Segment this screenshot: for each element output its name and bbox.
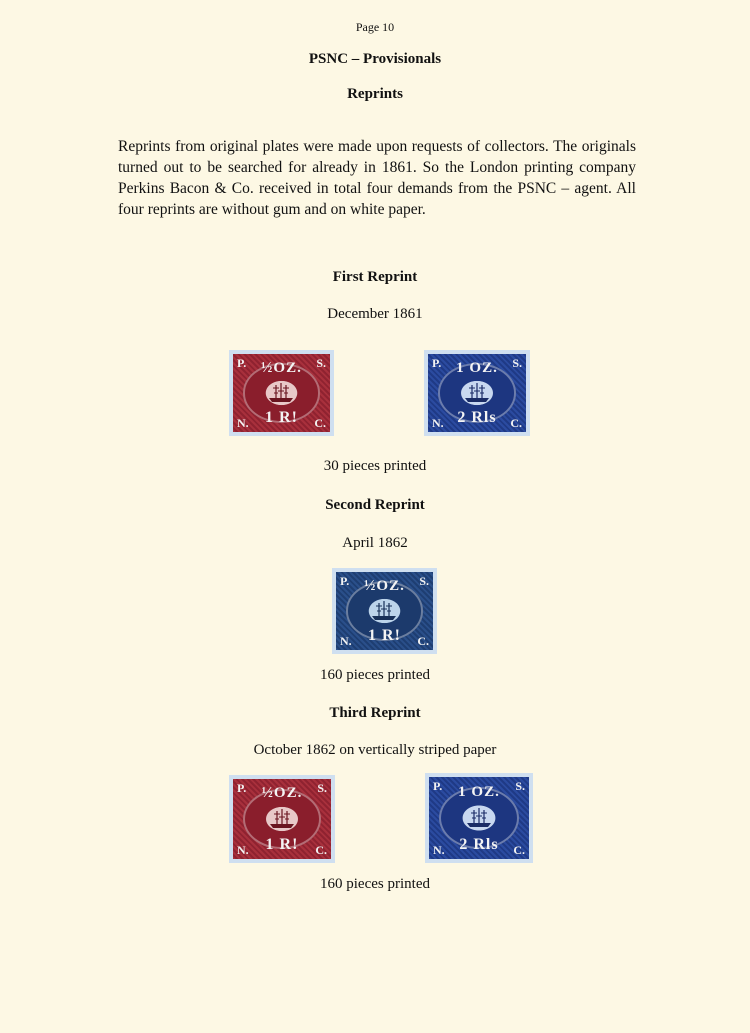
section-heading-second-reprint: Second Reprint (325, 497, 425, 513)
ship-icon (266, 382, 296, 404)
corner-letter: N. (432, 416, 444, 430)
corner-letter: P. (237, 356, 247, 370)
page-title: PSNC – Provisionals (308, 51, 442, 67)
corner-letter: C. (314, 416, 326, 430)
corner-letter: S. (316, 356, 326, 370)
stamp-top-value: ½OZ. (261, 360, 302, 377)
stamp-second-reprint-half-oz-dark-blue (332, 568, 437, 654)
corner-letter: S. (317, 781, 327, 795)
corner-letter: P. (237, 781, 247, 795)
corner-letter: P. (340, 574, 350, 588)
page-number: Page 10 (355, 20, 395, 34)
corner-letter: C. (510, 416, 522, 430)
corner-letter: N. (433, 843, 445, 857)
ship-icon (462, 382, 492, 404)
corner-letter: N. (340, 634, 352, 648)
stamp-bottom-value: 1 R! (265, 836, 299, 854)
stamp-bottom-value: 1 R! (265, 409, 298, 427)
corner-letter: S. (512, 356, 522, 370)
stamp-top-value: ½OZ. (261, 785, 303, 802)
intro-paragraph: Reprints from original plates were made upon requests of collectors. The originals turned out to be searched for already in 1861. So the London printing company Perkins Bacon & Co. received in total four demands from the PSNC – agent. All four reprints are without gum and on white paper. (118, 138, 636, 218)
stamp-top-value: 1 OZ. (458, 783, 500, 800)
corner-letter: N. (237, 843, 249, 857)
stamp-first-reprint-half-oz-red (229, 350, 334, 436)
corner-letter: C. (513, 843, 525, 857)
corner-letter: N. (237, 416, 249, 430)
corner-letter: S. (515, 779, 525, 793)
section-heading-third-reprint: Third Reprint (329, 705, 421, 721)
stamp-bottom-value: 1 R! (368, 627, 401, 645)
corner-letter: S. (419, 574, 429, 588)
ship-icon (267, 808, 297, 830)
stamp-image (336, 572, 433, 650)
section-date-third-reprint: October 1862 on vertically striped paper (253, 742, 497, 758)
ship-icon (369, 600, 399, 622)
stamp-third-reprint-one-oz-blue (425, 773, 533, 863)
section-printed-first-reprint: 30 pieces printed (323, 458, 427, 474)
section-printed-third-reprint: 160 pieces printed (320, 876, 430, 892)
stamp-bottom-value: 2 Rls (459, 836, 499, 854)
corner-letter: C. (417, 634, 429, 648)
corner-letter: C. (315, 843, 327, 857)
section-heading-first-reprint: First Reprint (332, 269, 418, 285)
page-subtitle: Reprints (347, 86, 403, 102)
stamp-top-value: ½OZ. (364, 578, 405, 595)
section-date-second-reprint: April 1862 (342, 535, 408, 551)
stamp-image (233, 779, 331, 859)
stamp-bottom-value: 2 Rls (457, 409, 497, 427)
stamp-third-reprint-half-oz-red (229, 775, 335, 863)
stamp-top-value: 1 OZ. (456, 360, 498, 377)
section-printed-second-reprint: 160 pieces printed (320, 667, 430, 683)
corner-letter: P. (433, 779, 443, 793)
ship-icon (464, 807, 494, 829)
stamp-image (233, 354, 330, 432)
stamp-first-reprint-one-oz-blue (424, 350, 530, 436)
section-date-first-reprint: December 1861 (327, 306, 423, 322)
stamp-image (428, 354, 526, 432)
stamp-image (429, 777, 529, 859)
corner-letter: P. (432, 356, 442, 370)
